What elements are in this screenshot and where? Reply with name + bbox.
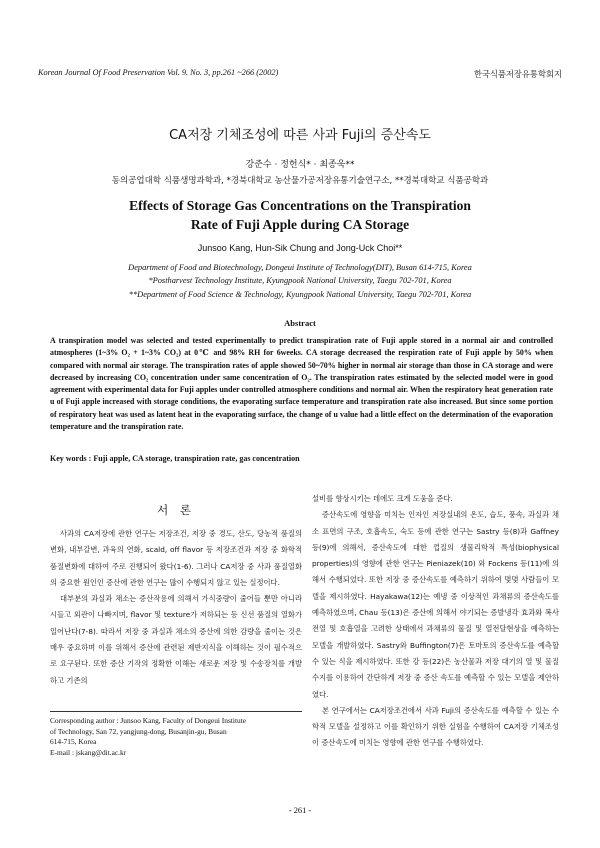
body-paragraph: 증산속도에 영향을 미치는 인자인 저장실내의 온도, 습도, 풍속, 과실과 채소 표면의 구조, 호흡속도, 숙도 등에 관한 연구는 Sastry 등(8)과 Gaffney 등(9)에 의해서, 증산속도에 대한 껍질의 생물리학적 특성(biophysical properties)의 영향에 관한 연구는 Pieniazek(10) 와 Fockens 등(11)에 의해서 수행되었다. 또한 저장 중 증산속도를 예측하기 위하여 몇몇 사람들이 모델을 제시하였다. Hayakawa(12)는 예냉 중 이상적인 과채류의 증산속도를 예측하였으며, Chau 등(13)은 증산에 의해서 야기되는 증발냉각 효과와 복사전열 및 호흡열을 고려한 상태에서 과채류의 물질 및 열전달현상을 예측하는 모델을 개발하였다. Sastry와 Buffington(7)은 토마토의 증산속도를 예측할 수 있는 식을 제시하였다. 또한 강 등(22)은 농산물과 저장 대기의 열 및 물질 수지를 이용하여 간단하게 저장 중 증산 속도를 예측할 수 있는 모델을 제안하였다.	[312, 510, 559, 699]
left-column	[50, 502, 302, 689]
affiliation-line: Department of Food and Biotechnology, Dongeui Institute of Technology(DIT), Busan 614-715, Korea	[128, 263, 472, 272]
footnote-line: of Technology, San 72, yangjung-dong, Busanjin-gu, Busan	[50, 726, 227, 736]
english-title-line-1: Effects of Storage Gas Concentrations on the Transpiration	[129, 198, 471, 213]
affiliation-line: **Department of Food Science & Technology, Kyungpook National University, Taegu 702-701, Korea	[128, 289, 472, 299]
english-affiliations	[0, 261, 600, 301]
body-paragraph: 설비를 향상시키는 데에도 크게 도움을 준다.	[312, 494, 453, 503]
society-name: 한국식품저장유통학회지	[473, 69, 562, 79]
footnote-email: E-mail : jskang@dit.ac.kr	[50, 747, 127, 757]
corresponding-author-footnote	[50, 716, 302, 758]
footnote-divider	[50, 711, 302, 712]
right-column	[312, 491, 559, 752]
body-paragraph: 본 연구에서는 CA저장조건에서 사과 Fuji의 증산속도를 예측할 수 있는 수학적 모델을 설정하고 이를 확인하기 위한 실험을 수행하여 CA저장 기체조성이 증산속도에 미치는 영향에 관한 연구를 수행하였다.	[312, 705, 559, 748]
english-title	[0, 196, 600, 234]
korean-authors: 강준수 · 정헌식* · 최종욱**	[245, 160, 355, 170]
footnote-line: 614-715, Korea	[50, 737, 97, 747]
english-title-line-2: Rate of Fuji Apple during CA Storage	[190, 217, 410, 232]
journal-citation: Korean Journal Of Food Preservation Vol. 9. No. 3, pp.261 ~266 (2002)	[38, 68, 279, 77]
abstract-text: A transpiration model was selected and tested experimentally to predict transpiration rate of Fuji apple stored in a normal air and controlled atmospheres (1~3% O₂ + 1~3% CO₂) at 0℃ and 98% RH for 6weeks. CA storage decreased the respiration rate of Fuji apple by 50% when compared with normal air storage. The transpiration rates of apple showed 50~70% higher in normal air storage than those in CA storage and were decreased by increasing CO₂ concentration under same concentration of O₂. The transpiration rates estimated by the selected model were in good agreement with experimental data for Fuji apples under controlled atmosphere conditions and normal air. When the respiratory heat generation rate u of Fuji apple increased with storage conditions, the evaporating surface temperature and transpiration rate also increased. But since some portion of respiratory heat was used as latent heat in the evaporating surface, the change of u value had a little effect on the determination of the evaporation temperature and the transpiration rate.	[50, 336, 553, 432]
footnote-line: Corresponding author : Junsoo Kang, Faculty of Dongeui Institute	[50, 716, 247, 725]
english-authors: Junsoo Kang, Hun-Sik Chung and Jong-Uck Choi**	[197, 243, 403, 253]
korean-title: CA저장 기체조성에 따른 사과 Fuji의 증산속도	[169, 128, 431, 143]
page-number: - 261 -	[288, 806, 312, 815]
abstract-heading: Abstract	[284, 318, 316, 328]
body-paragraph: 사과의 CA저장에 관한 연구는 저장조건, 저장 중 경도, 산도, 당농적 품질의 변화, 내부갈변, 과육의 연화, scald, off flavor 등 저장조건과 저장 중 화학적 품질변화에 대하여 주로 진행되어 왔다(1-6). 그러나 CA저장 중 사과 품질열화의 중요한 원인인 증산에 관한 연구는 많이 수행되지 않고 있는 실정이다.	[50, 529, 302, 587]
keywords: Key words : Fuji apple, CA storage, transpiration rate, gas concentration	[50, 454, 300, 463]
affiliation-line: *Postharvest Technology Institute, Kyungpook National University, Taegu 702-701, Korea	[148, 276, 452, 286]
korean-affiliations: 동의공업대학 식품생명과학과, *경북대학교 농산물가공저장유통기술연구소, **경북대학교 식품공학과	[111, 176, 489, 186]
body-paragraph: 대부분의 과실과 채소는 증산작용에 의해서 가식중량이 줄어들 뿐만 아니라 시들고 외관이 나빠지며, flavor 및 texture가 저하되는 등 신선 품질의 열화가 일어난다(7-8). 따라서 저장 중 과실과 채소의 증산에 의한 감량을 줄이는 것은 매우 중요하며 이를 위해서 증산에 관련된 제반지식을 이해하는 것이 필수적으로 요구된다. 또한 증산 기작의 정확한 이해는 새로운 저장 및 수송장치를 개발하고 기존의	[50, 594, 302, 685]
introduction-heading: 서 론	[157, 503, 195, 517]
